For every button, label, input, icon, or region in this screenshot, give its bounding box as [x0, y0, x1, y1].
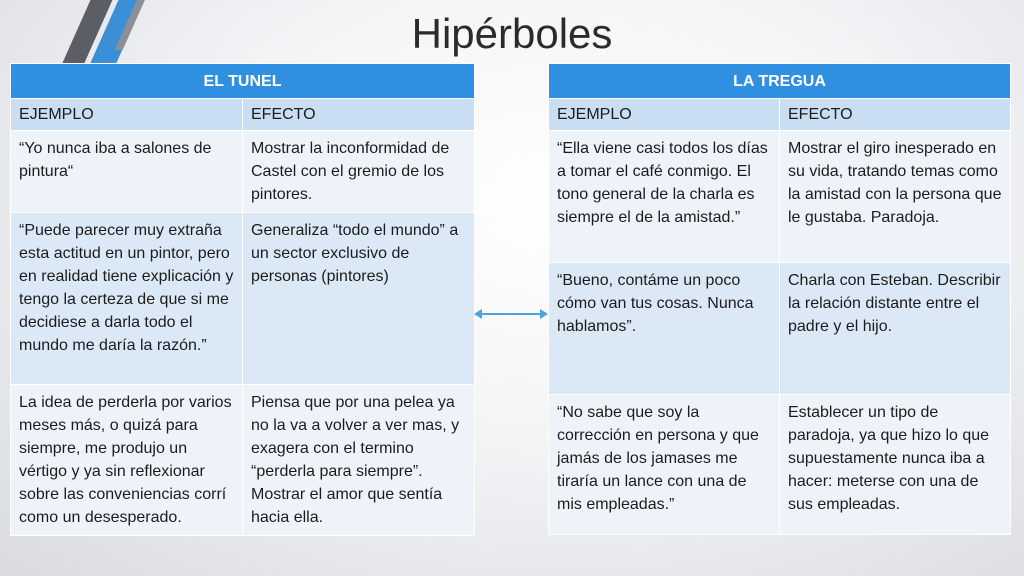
table-heading: EL TUNEL	[11, 64, 475, 99]
ejemplo-cell: “Bueno, contáme un poco cómo van tus cosas. Nunca hablamos”.	[549, 263, 780, 395]
ejemplo-cell: “Yo nunca iba a salones de pintura“	[11, 131, 243, 213]
ejemplo-cell: La idea de perderla por varios meses más, o quizá para siempre, me produjo un vértigo y ya sin reflexionar sobre las conveniencias corrí como un desesperado.	[11, 385, 243, 536]
column-header-efecto: EFECTO	[243, 99, 475, 131]
column-header-ejemplo: EJEMPLO	[549, 99, 780, 131]
efecto-cell: Mostrar la inconformidad de Castel con el gremio de los pintores.	[243, 131, 475, 213]
efecto-cell: Mostrar el giro inesperado en su vida, tratando temas como la amistad con la persona que le gustaba. Paradoja.	[780, 131, 1011, 263]
table-row	[549, 263, 1011, 395]
slide-title: Hipérboles	[411, 10, 613, 57]
double-arrow-icon	[474, 305, 548, 323]
table-row	[11, 213, 475, 385]
table-row	[549, 131, 1011, 263]
el-tunel-table	[10, 63, 475, 536]
column-header-efecto: EFECTO	[780, 99, 1011, 131]
efecto-cell: Generaliza “todo el mundo” a un sector exclusivo de personas (pintores)	[243, 213, 475, 385]
table-row	[11, 385, 475, 536]
column-header-ejemplo: EJEMPLO	[11, 99, 243, 131]
table-heading: LA TREGUA	[549, 64, 1011, 99]
ejemplo-cell: “Puede parecer muy extraña esta actitud en un pintor, pero en realidad tiene explicación y tengo la certeza de que si me decidiese a darla todo el mundo me daría la razón.”	[11, 213, 243, 385]
table-row	[549, 395, 1011, 535]
efecto-cell: Establecer un tipo de paradoja, ya que hizo lo que supuestamente nunca iba a hacer: meterse con una de sus empleadas.	[780, 395, 1011, 535]
ejemplo-cell: “No sabe que soy la corrección en persona y que jamás de los jamases me tiraría un lance con una de mis empleadas.”	[549, 395, 780, 535]
efecto-cell: Piensa que por una pelea ya no la va a volver a ver mas, y exagera con el termino “perderla para siempre”. Mostrar el amor que sentía hacia ella.	[243, 385, 475, 536]
la-tregua-table	[548, 63, 1011, 535]
efecto-cell: Charla con Esteban. Describir la relación distante entre el padre y el hijo.	[780, 263, 1011, 395]
table-row	[11, 131, 475, 213]
ejemplo-cell: “Ella viene casi todos los días a tomar el café conmigo. El tono general de la charla es siempre el de la amistad.”	[549, 131, 780, 263]
